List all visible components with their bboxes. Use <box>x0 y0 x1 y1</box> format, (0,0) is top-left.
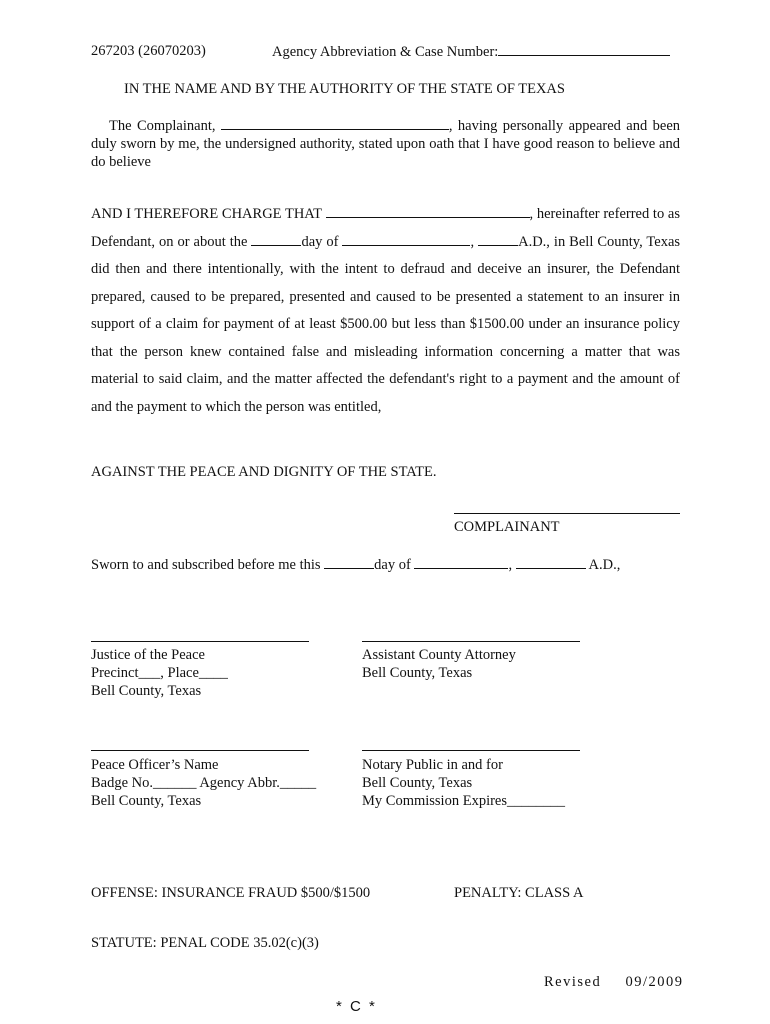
justice-block <box>91 646 228 700</box>
case-code: 267203 (26070203) <box>91 43 206 59</box>
document-title: IN THE NAME AND BY THE AUTHORITY OF THE STATE OF TEXAS <box>124 81 565 97</box>
complainant-para-end: , having personally appeared and been duly sworn by me, the undersigned authority, stated upon oath that I have good reason to believe and do believe <box>91 118 681 170</box>
notary-county: Bell County, Texas <box>362 775 473 791</box>
agency-case-number-field[interactable] <box>498 42 670 56</box>
charge-paragraph <box>91 201 680 421</box>
sworn-year-field[interactable] <box>516 555 586 569</box>
justice-precinct: Precinct___, Place____ <box>91 665 228 681</box>
attorney-signature-line[interactable] <box>362 641 580 642</box>
attorney-block <box>362 646 516 682</box>
complainant-signature-line[interactable] <box>454 513 680 514</box>
attorney-county: Bell County, Texas <box>362 665 473 681</box>
penalty-label: PENALTY: CLASS A <box>454 885 584 901</box>
defendant-name-field[interactable] <box>326 204 530 218</box>
offense-year-field[interactable] <box>478 232 518 246</box>
offense-month-field[interactable] <box>342 232 470 246</box>
notary-title: Notary Public in and for <box>362 757 503 773</box>
officer-name-label: Peace Officer’s Name <box>91 757 219 773</box>
barcode-text: * C * <box>336 998 377 1015</box>
notary-block <box>362 756 565 810</box>
agency-case-label <box>272 42 670 61</box>
charge-comma: , <box>470 233 475 250</box>
officer-block <box>91 756 316 810</box>
justice-title: Justice of the Peace <box>91 647 205 663</box>
justice-signature-line[interactable] <box>91 641 309 642</box>
revised-label: Revised <box>544 974 602 990</box>
complainant-para-start: The Complainant, <box>109 118 216 134</box>
complainant-name-field[interactable] <box>221 116 449 130</box>
peace-dignity-statement: AGAINST THE PEACE AND DIGNITY OF THE STATE. <box>91 464 437 480</box>
attorney-title: Assistant County Attorney <box>362 647 516 663</box>
officer-county: Bell County, Texas <box>91 793 202 809</box>
complainant-paragraph <box>91 116 680 171</box>
sworn-statement <box>91 555 620 574</box>
justice-county: Bell County, Texas <box>91 683 202 699</box>
statute-label: STATUTE: PENAL CODE 35.02(c)(3) <box>91 935 319 951</box>
sworn-comma: , <box>508 557 513 573</box>
notary-signature-line[interactable] <box>362 750 580 751</box>
charge-para-mid2: A.D., in Bell County, Texas did then and there intentionally, with the intent to defraud and deceive an insurer, the Defendant prepared, caused to be prepared, presented and caused to be presented a statement to an insurer in support of a claim for payment of at least $500.00 but less than $1500.00 under an insurance policy that the person knew contained false and misleading information concerning a matter that was material to said claim, and the matter affected the defendant's right to a payment and the amount of and the payment to which the person was entitled, <box>91 233 681 415</box>
charge-para-mid1: , hereinafter referred to as Defendant, on or about the <box>91 206 681 250</box>
revised-date: 09/2009 <box>625 974 684 990</box>
offense-label: OFFENSE: INSURANCE FRAUD $500/$1500 <box>91 885 371 901</box>
officer-signature-line[interactable] <box>91 750 309 751</box>
sworn-ad: A.D., <box>588 557 621 573</box>
sworn-start: Sworn to and subscribed before me this <box>91 557 321 573</box>
charge-day-of: day of <box>301 233 339 250</box>
notary-commission: My Commission Expires________ <box>362 793 566 809</box>
sworn-day-field[interactable] <box>324 555 374 569</box>
revised-stamp <box>544 973 684 991</box>
sworn-month-field[interactable] <box>414 555 508 569</box>
charge-para-start: AND I THEREFORE CHARGE THAT <box>91 206 322 222</box>
agency-case-label-text: Agency Abbreviation & Case Number: <box>272 44 499 60</box>
sworn-day-of: day of <box>374 557 411 573</box>
officer-badge: Badge No.______ Agency Abbr._____ <box>91 775 317 791</box>
complainant-label: COMPLAINANT <box>454 519 560 535</box>
offense-day-field[interactable] <box>251 232 301 246</box>
